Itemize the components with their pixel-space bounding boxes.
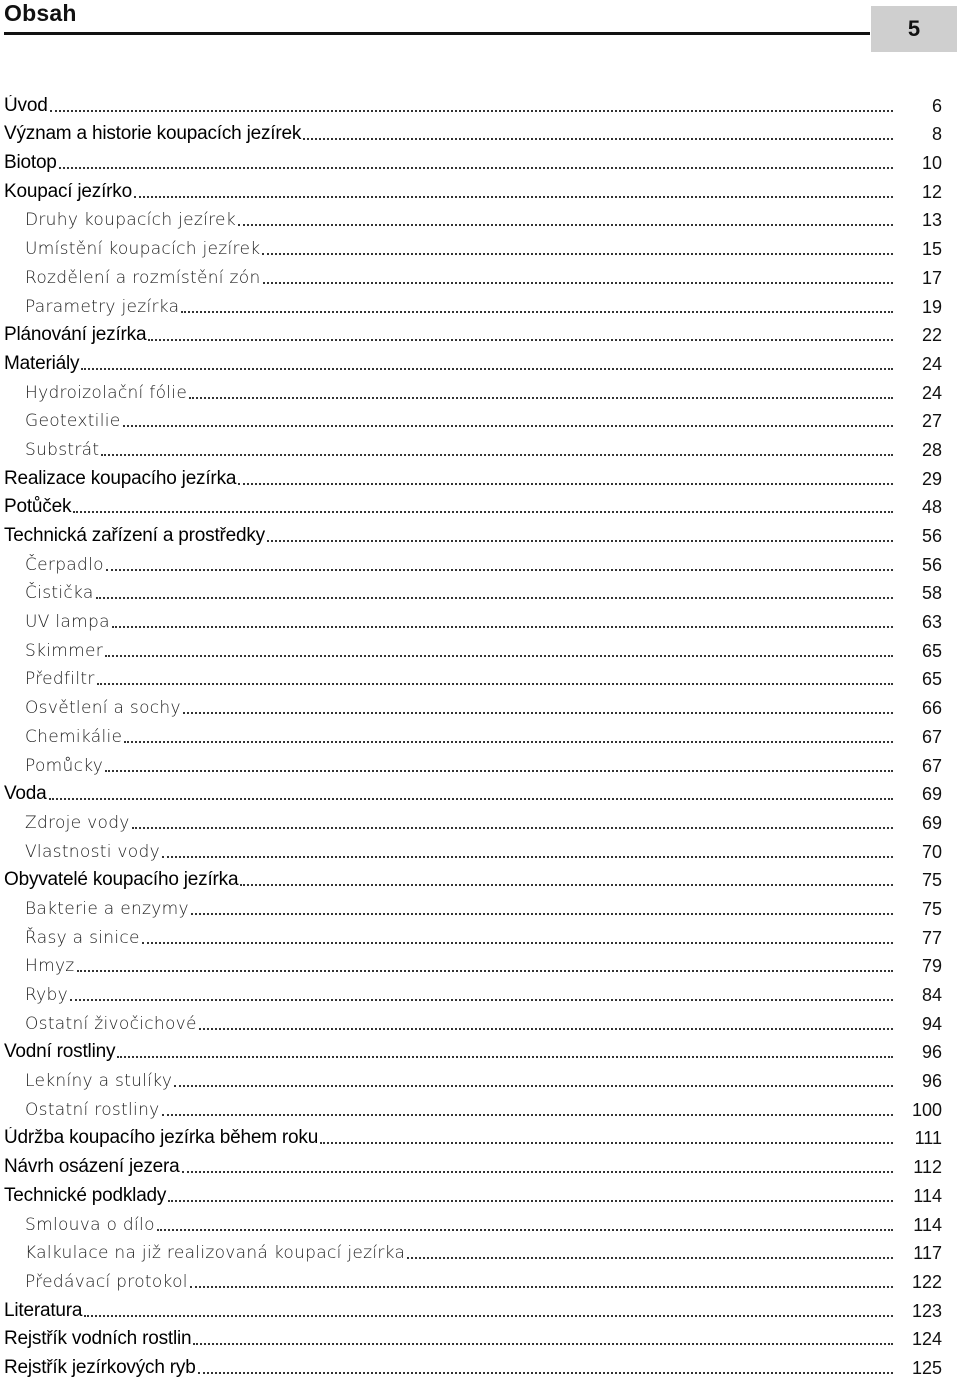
- dot-leader: [101, 454, 893, 456]
- toc-subentry[interactable]: [0, 576, 960, 605]
- toc-subentry[interactable]: [0, 1236, 960, 1265]
- toc-entry[interactable]: [0, 461, 960, 490]
- toc-entry-page-number: 24: [921, 353, 942, 374]
- toc-entry-line: [0, 1357, 893, 1379]
- dot-leader: [105, 770, 893, 772]
- dot-leader: [320, 1142, 893, 1144]
- toc-entry-page-number: 12: [921, 181, 942, 202]
- toc-entry-label: Literatura: [0, 1300, 84, 1322]
- toc-entry-page-number: 79: [921, 956, 942, 977]
- dot-leader: [50, 110, 893, 112]
- dot-leader: [73, 511, 893, 513]
- header-divider: [4, 32, 870, 35]
- dot-leader: [174, 1085, 893, 1087]
- toc-entry[interactable]: [0, 174, 960, 203]
- toc-entry-page-number: 10: [921, 153, 942, 174]
- toc-entry-page-number: 75: [921, 870, 942, 891]
- toc-entry-page-number: 77: [921, 927, 942, 948]
- toc-entry-line: [0, 1242, 893, 1264]
- toc-subentry[interactable]: [0, 604, 960, 633]
- toc-entry-line: [0, 955, 893, 977]
- toc-entry-label: Umístění koupacích jezírek: [0, 238, 262, 260]
- toc-entry-line: [0, 1156, 893, 1178]
- toc-entry-line: [0, 755, 893, 777]
- toc-subentry[interactable]: [0, 891, 960, 920]
- toc-entry-label: Řasy a sinice: [0, 927, 142, 949]
- toc-entry-page-number: 94: [921, 1013, 942, 1034]
- table-of-contents: [0, 88, 960, 1379]
- toc-entry-page-number: 22: [921, 325, 942, 346]
- toc-entry-label: Koupací jezírko: [0, 181, 134, 203]
- toc-entry-label: Návrh osázení jezera: [0, 1156, 182, 1178]
- toc-entry-label: Chemikálie: [0, 726, 124, 748]
- toc-entry-line: [0, 1127, 893, 1149]
- toc-entry-line: [0, 582, 893, 604]
- toc-entry-line: [0, 869, 893, 891]
- toc-entry-label: Biotop: [0, 152, 59, 174]
- toc-entry-page-number: 114: [913, 1185, 942, 1206]
- dot-leader: [238, 224, 893, 226]
- dot-leader: [262, 253, 893, 255]
- dot-leader: [267, 540, 893, 542]
- toc-entry-page-number: 100: [911, 1099, 942, 1120]
- toc-subentry[interactable]: [0, 805, 960, 834]
- toc-entry-line: [0, 238, 893, 260]
- dot-leader: [190, 1286, 893, 1288]
- dot-leader: [106, 569, 893, 571]
- dot-leader: [84, 1315, 893, 1317]
- toc-entry-page-number: 63: [921, 612, 942, 633]
- toc-entry-label: Kalkulace na již realizovaná koupací jezírka: [0, 1242, 407, 1264]
- toc-entry-line: [0, 1070, 893, 1092]
- toc-entry-label: Ostatní rostliny: [0, 1099, 162, 1121]
- toc-subentry[interactable]: [0, 748, 960, 777]
- toc-entry-page-number: 67: [921, 755, 942, 776]
- toc-entry-page-number: 29: [921, 468, 942, 489]
- toc-entry-page-number: 96: [921, 1071, 942, 1092]
- toc-subentry[interactable]: [0, 203, 960, 232]
- toc-subentry[interactable]: [0, 834, 960, 863]
- toc-entry-line: [0, 1099, 893, 1121]
- toc-subentry[interactable]: [0, 404, 960, 433]
- toc-entry-label: Potůček: [0, 496, 73, 518]
- toc-entry-page-number: 17: [921, 267, 942, 288]
- toc-entry-line: [0, 181, 893, 203]
- dot-leader: [240, 884, 893, 886]
- toc-entry-line: [0, 382, 893, 404]
- page-title: Obsah: [4, 0, 77, 26]
- toc-entry-line: [0, 1041, 893, 1063]
- dot-leader: [162, 856, 893, 858]
- toc-entry-page-number: 19: [921, 296, 942, 317]
- toc-entry-page-number: 122: [911, 1271, 942, 1292]
- toc-entry-page-number: 84: [921, 985, 942, 1005]
- toc-entry-page-number: 65: [921, 669, 942, 690]
- toc-entry-line: [0, 697, 893, 719]
- toc-entry-line: [0, 324, 893, 346]
- toc-subentry[interactable]: [0, 547, 960, 576]
- toc-entry-label: Hydroizolační fólie: [0, 382, 189, 404]
- dot-leader: [132, 827, 893, 829]
- toc-subentry[interactable]: [0, 662, 960, 691]
- toc-entry-label: Ostatní živočichové: [0, 1013, 199, 1035]
- toc-subentry[interactable]: [0, 949, 960, 978]
- toc-entry-label: Materiály: [0, 353, 81, 375]
- toc-entry-page-number: 75: [921, 898, 942, 919]
- toc-entry-line: [0, 898, 893, 920]
- dot-leader: [168, 1200, 893, 1202]
- toc-entry-line: [0, 525, 893, 547]
- toc-entry-label: Rejstřík vodních rostlin: [0, 1328, 193, 1350]
- dot-leader: [183, 712, 893, 714]
- toc-subentry[interactable]: [0, 432, 960, 461]
- toc-entry-page-number: 69: [921, 784, 942, 805]
- toc-subentry[interactable]: [0, 375, 960, 404]
- toc-entry-label: Druhy koupacích jezírek: [0, 209, 238, 231]
- toc-subentry[interactable]: [0, 1063, 960, 1092]
- toc-entry-label: Zdroje vody: [0, 812, 132, 834]
- toc-entry-label: Skimmer: [0, 640, 105, 662]
- toc-entry[interactable]: [0, 145, 960, 174]
- toc-entry[interactable]: [0, 1121, 960, 1150]
- toc-entry-page-number: 125: [911, 1357, 942, 1378]
- toc-entry-page-number: 15: [921, 239, 942, 260]
- toc-entry-line: [0, 95, 893, 117]
- toc-entry-label: Vlastnosti vody: [0, 841, 162, 863]
- toc-entry[interactable]: [0, 88, 960, 117]
- toc-entry-line: [0, 152, 893, 174]
- toc-entry-line: [0, 1185, 893, 1207]
- page-number-badge: 5: [871, 6, 957, 52]
- toc-entry-label: Význam a historie koupacích jezírek: [0, 123, 303, 145]
- toc-entry-label: Rozdělení a rozmístění zón: [0, 267, 263, 289]
- toc-entry[interactable]: [0, 518, 960, 547]
- toc-entry[interactable]: [0, 346, 960, 375]
- toc-entry-label: Technické podklady: [0, 1185, 168, 1207]
- dot-leader: [157, 1229, 893, 1231]
- dot-leader: [303, 138, 893, 140]
- toc-entry-label: Čistička: [0, 582, 96, 604]
- toc-entry[interactable]: [0, 117, 960, 146]
- toc-entry-line: [0, 783, 893, 805]
- toc-subentry[interactable]: [0, 719, 960, 748]
- toc-entry[interactable]: [0, 777, 960, 806]
- toc-subentry[interactable]: [0, 690, 960, 719]
- toc-entry-page-number: 69: [921, 812, 942, 833]
- toc-entry-label: Rejstřík jezírkových ryb: [0, 1357, 198, 1379]
- toc-entry-line: [0, 1328, 893, 1350]
- dot-leader: [193, 1343, 893, 1345]
- toc-entry-label: Realizace koupacího jezírka: [0, 468, 238, 490]
- toc-entry-page-number: 28: [921, 439, 942, 460]
- toc-entry[interactable]: [0, 318, 960, 347]
- toc-entry-label: Parametry jezírka: [0, 296, 181, 318]
- toc-entry-page-number: 24: [921, 382, 942, 403]
- dot-leader: [96, 597, 893, 599]
- toc-entry-line: [0, 296, 893, 318]
- toc-entry-label: Plánování jezírka: [0, 324, 148, 346]
- dot-leader: [263, 282, 893, 284]
- toc-entry[interactable]: [0, 490, 960, 519]
- toc-entry-label: Ryby: [0, 984, 70, 1006]
- toc-entry-line: [0, 209, 893, 231]
- toc-entry-label: Čerpadlo: [0, 554, 106, 576]
- toc-subentry[interactable]: [0, 1006, 960, 1035]
- toc-subentry[interactable]: [0, 289, 960, 318]
- toc-entry-label: Osvětlení a sochy: [0, 697, 183, 719]
- toc-entry-line: [0, 668, 893, 690]
- toc-entry-line: [0, 1013, 893, 1035]
- dot-leader: [70, 999, 893, 1001]
- dot-leader: [181, 311, 893, 313]
- dot-leader: [189, 397, 893, 399]
- toc-entry[interactable]: [0, 1149, 960, 1178]
- toc-entry-line: [0, 984, 893, 1006]
- toc-entry-line: [0, 353, 893, 375]
- toc-entry-page-number: 112: [913, 1157, 942, 1178]
- dot-leader: [148, 339, 893, 341]
- toc-entry[interactable]: [0, 1322, 960, 1351]
- toc-entry-line: [0, 267, 893, 289]
- toc-entry-line: [0, 927, 893, 949]
- dot-leader: [162, 1114, 893, 1116]
- toc-entry[interactable]: [0, 1293, 960, 1322]
- toc-entry-page-number: 13: [921, 210, 942, 231]
- dot-leader: [142, 942, 893, 944]
- toc-entry-line: [0, 468, 893, 490]
- toc-entry-line: [0, 726, 893, 748]
- toc-entry-page-number: 48: [921, 497, 942, 518]
- toc-entry-label: Substrát: [0, 439, 101, 461]
- toc-entry[interactable]: [0, 863, 960, 892]
- toc-entry-page-number: 66: [921, 698, 942, 719]
- toc-entry-line: [0, 123, 893, 145]
- toc-subentry[interactable]: [0, 1092, 960, 1121]
- toc-entry-label: Vodní rostliny: [0, 1041, 117, 1063]
- dot-leader: [407, 1257, 893, 1259]
- toc-subentry[interactable]: [0, 1264, 960, 1293]
- toc-entry-line: [0, 496, 893, 518]
- toc-entry-page-number: 123: [911, 1300, 942, 1321]
- toc-entry-label: Předávací protokol: [0, 1271, 190, 1293]
- toc-entry-page-number: 70: [921, 841, 942, 862]
- toc-entry-line: [0, 611, 893, 633]
- toc-entry-line: [0, 439, 893, 461]
- toc-subentry[interactable]: [0, 260, 960, 289]
- toc-entry-page-number: 65: [921, 640, 942, 661]
- toc-entry-line: [0, 1300, 893, 1322]
- dot-leader: [191, 913, 893, 915]
- toc-entry-line: [0, 1214, 893, 1236]
- toc-entry-label: Údržba koupacího jezírka během roku: [0, 1127, 320, 1149]
- page-header: [0, 0, 960, 60]
- toc-subentry[interactable]: [0, 231, 960, 260]
- dot-leader: [105, 655, 893, 657]
- dot-leader: [117, 1056, 893, 1058]
- toc-entry-page-number: 114: [913, 1214, 942, 1235]
- toc-subentry[interactable]: [0, 977, 960, 1006]
- toc-entry-line: [0, 841, 893, 863]
- toc-entry-line: [0, 410, 893, 432]
- toc-entry-line: [0, 812, 893, 834]
- toc-entry-page-number: 96: [921, 1042, 942, 1063]
- toc-entry-page-number: 56: [921, 554, 942, 575]
- dot-leader: [134, 196, 893, 198]
- toc-entry-label: Technická zařízení a prostředky: [0, 525, 267, 547]
- dot-leader: [182, 1171, 893, 1173]
- toc-entry-page-number: 124: [911, 1329, 942, 1350]
- toc-entry[interactable]: [0, 1178, 960, 1207]
- toc-entry-label: Voda: [0, 783, 49, 805]
- dot-leader: [112, 626, 893, 628]
- dot-leader: [123, 425, 893, 427]
- dot-leader: [97, 683, 893, 685]
- toc-entry-label: Obyvatelé koupacího jezírka: [0, 869, 240, 891]
- toc-entry-line: [0, 554, 893, 576]
- dot-leader: [199, 1028, 893, 1030]
- dot-leader: [81, 368, 893, 370]
- toc-entry-page-number: 27: [921, 411, 942, 432]
- toc-entry-label: Bakterie a enzymy: [0, 898, 191, 920]
- toc-subentry[interactable]: [0, 920, 960, 949]
- toc-entry-page-number: 111: [914, 1128, 942, 1149]
- dot-leader: [49, 798, 893, 800]
- toc-entry-label: Úvod: [0, 95, 50, 117]
- toc-entry-page-number: 67: [921, 726, 942, 747]
- toc-subentry[interactable]: [0, 1207, 960, 1236]
- dot-leader: [238, 483, 893, 485]
- toc-entry-label: Smlouva o dílo: [0, 1214, 157, 1236]
- toc-entry-line: [0, 640, 893, 662]
- toc-entry-label: Lekníny a stulíky: [0, 1070, 174, 1092]
- toc-entry-label: UV lampa: [0, 611, 112, 633]
- toc-entry-page-number: 117: [913, 1243, 942, 1264]
- dot-leader: [124, 741, 893, 743]
- toc-entry-line: [0, 1271, 893, 1293]
- toc-entry-page-number: 58: [921, 583, 942, 604]
- dot-leader: [59, 167, 893, 169]
- toc-entry-page-number: 56: [921, 526, 942, 546]
- dot-leader: [77, 970, 893, 972]
- toc-subentry[interactable]: [0, 633, 960, 662]
- toc-entry-label: Hmyz: [0, 955, 77, 977]
- toc-entry-label: Pomůcky: [0, 755, 105, 777]
- toc-entry-label: Předfiltr: [0, 668, 97, 690]
- toc-entry-page-number: 8: [931, 124, 942, 145]
- toc-entry-page-number: 6: [931, 95, 942, 116]
- toc-entry-label: Geotextilie: [0, 410, 123, 432]
- toc-entry[interactable]: [0, 1035, 960, 1064]
- toc-entry[interactable]: [0, 1350, 960, 1379]
